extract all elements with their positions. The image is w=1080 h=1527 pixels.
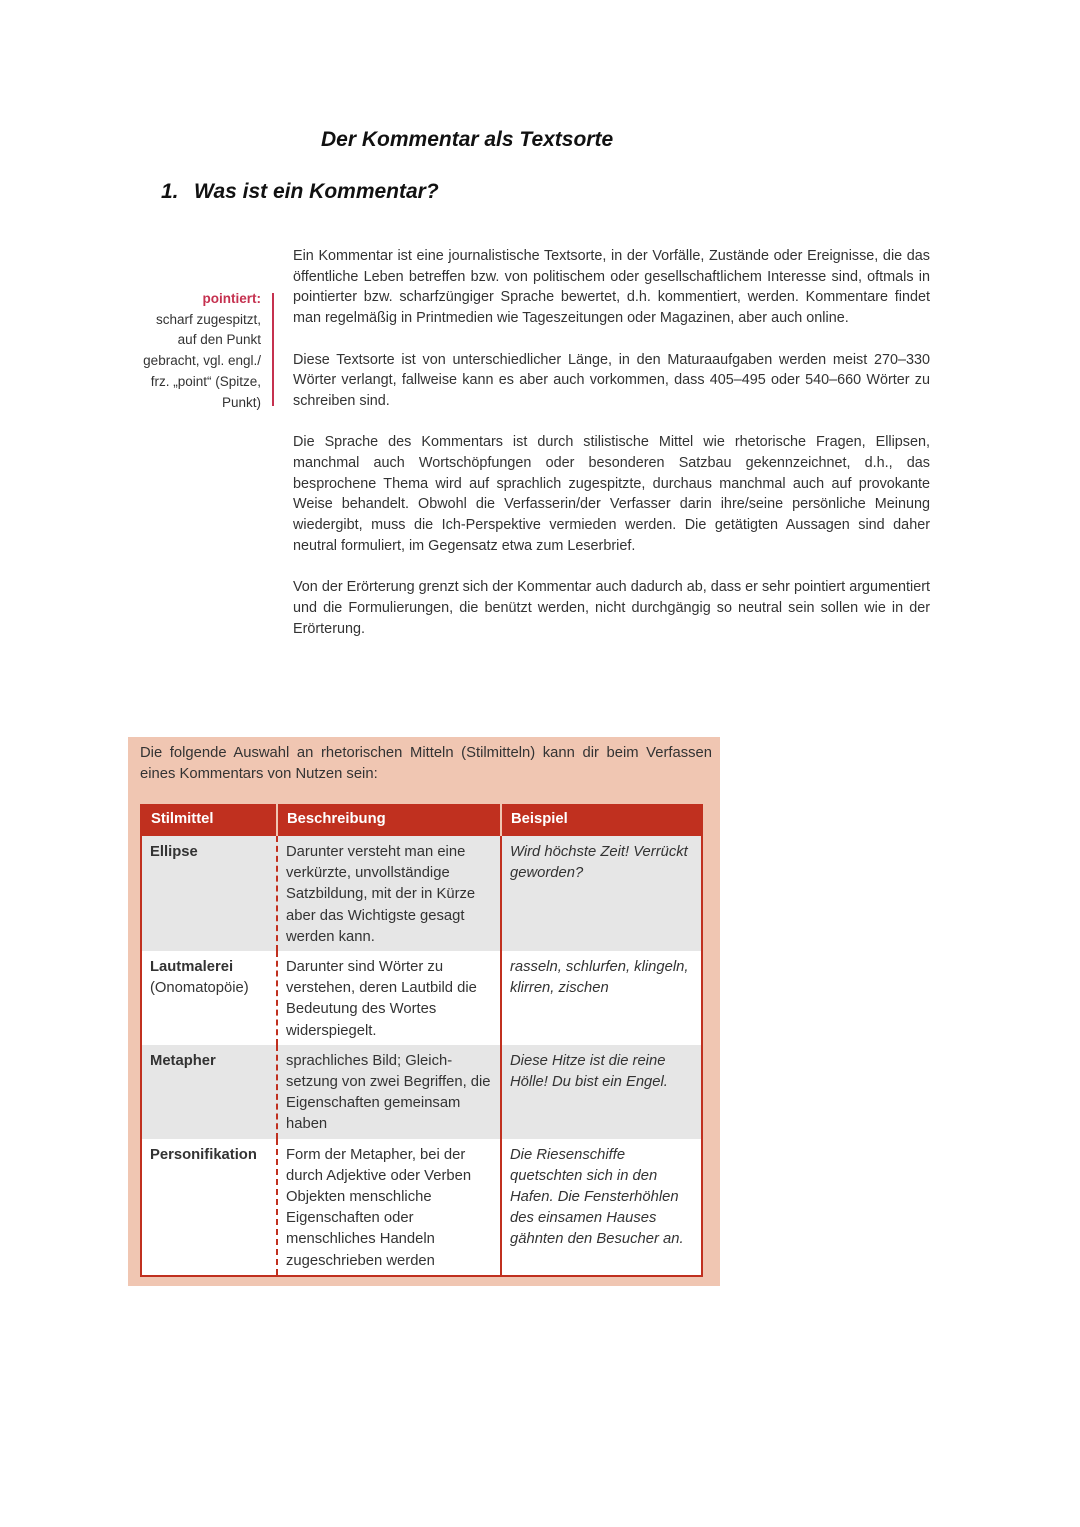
description-cell: Darunter versteht man eine verkürzte, unvollständige Satzbildung, mit der in Kürze aber das Wichtigste gesagt werden kann.: [277, 836, 501, 951]
example-cell: Wird höchste Zeit! Verrückt geworden?: [501, 836, 702, 951]
paragraph: Diese Textsorte ist von unterschiedlicher Länge, in den Maturaaufgaben werden meist 270–330 Wörter verlangt, fallweise kann es aber auch vorkommen, dass 405–495 oder 540–660 Wörter zu schreiben sind.: [293, 351, 930, 409]
device-alt-name: (Onomatopöie): [150, 980, 249, 997]
margin-glossary-note: [120, 289, 261, 413]
box-intro: Die folgende Auswahl an rhetorischen Mitteln (Stilmitteln) kann dir beim Verfassen eines Kommentars von Nutzen sein:: [140, 745, 712, 782]
example-cell: rasseln, schlurfen, klingeln, klirren, zischen: [501, 951, 702, 1045]
glossary-line: gebracht, vgl. engl./: [143, 353, 261, 369]
example-cell: Diese Hitze ist die reine Hölle! Du bist ein Engel.: [501, 1045, 702, 1139]
device-name-cell: [141, 951, 277, 1045]
table-row: [141, 1139, 702, 1276]
glossary-term: pointiert:: [202, 291, 261, 306]
glossary-line: auf den Punkt: [177, 332, 261, 348]
device-name: Personifikation: [150, 1146, 257, 1163]
column-header: Stilmittel: [141, 804, 277, 836]
stylistic-devices-table: [140, 804, 703, 1277]
device-name-cell: [141, 1139, 277, 1276]
description-cell: sprachliches Bild; Gleichsetzung von zwei Begriffen, die Eigenschaften gemeinsam haben: [277, 1045, 501, 1139]
table-row: [141, 951, 702, 1045]
device-name: Lautmalerei: [150, 959, 234, 976]
margin-divider: [272, 293, 274, 406]
description-cell: Darunter sind Wörter zu verstehen, deren Lautbild die Bedeutung des Wortes widerspiegelt.: [277, 951, 501, 1045]
glossary-line: Punkt): [221, 394, 261, 410]
device-name: Metapher: [150, 1052, 216, 1069]
document-title: Der Kommentar als Textsorte: [321, 128, 614, 151]
table-row: [141, 1045, 702, 1139]
paragraph: Ein Kommentar ist eine journalistische Textsorte, in der Vorfälle, Zustände oder Ereignisse, die das öffentliche Leben betreffen bzw. von politischem oder gesellschaftlichem Interesse sind, oftmals in pointierter bzw. scharfzüngiger Sprache bewertet, d.h. kommentiert, werden. Kommentare findet man regelmäßig in Printmedien wie Tageszeitungen oder Magazinen, aber auch online.: [293, 248, 930, 327]
column-header: Beispiel: [501, 804, 702, 836]
section-heading-text: Was ist ein Kommentar?: [194, 180, 439, 203]
table-header-row: [141, 804, 702, 836]
paragraph: Von der Erörterung grenzt sich der Kommentar auch dadurch ab, dass er sehr pointiert argumentiert und die Formulierungen, die benützt werden, nicht durchgängig so neutral sein sollen wie in der Erörterung.: [293, 579, 930, 637]
example-cell: Die Riesenschiffe quetschten sich in den Hafen. Die Fensterhöhlen des einsamen Hauses gähnten den Besucher an.: [501, 1139, 702, 1276]
column-header: Beschreibung: [277, 804, 501, 836]
body-text: [293, 246, 930, 660]
device-name: Ellipse: [150, 844, 198, 860]
table-row: [141, 836, 702, 951]
glossary-line: frz. „point“ (Spitze,: [150, 373, 261, 389]
section-heading: [161, 180, 439, 204]
paragraph: Die Sprache des Kommentars ist durch stilistische Mittel wie rhetorische Fragen, Ellipsen, manchmal auch Wortschöpfungen oder besonderen Satzbau gekennzeichnet, d.h., das besprochene Thema wird auf sprachlich zugespitzte, durchaus manchmal auch auf provokante Weise behandelt. Obwohl die Verfasserin/der Verfasser darin ihre/seine persönliche Meinung wiedergibt, muss die Ich-Perspektive vermieden werden. Die getätigten Aussagen sind daher neutral formuliert, im Gegensatz etwa zum Leserbrief.: [293, 434, 930, 554]
stylistic-devices-box: [128, 737, 720, 1286]
device-name-cell: [141, 836, 277, 951]
glossary-line: scharf zugespitzt,: [155, 311, 261, 327]
description-cell: Form der Metapher, bei der durch Adjektive oder Verben Objekten menschliche Eigenschaften oder menschliches Handeln zugeschrieben werden: [277, 1139, 501, 1276]
device-name-cell: [141, 1045, 277, 1139]
section-number: 1.: [161, 180, 179, 203]
